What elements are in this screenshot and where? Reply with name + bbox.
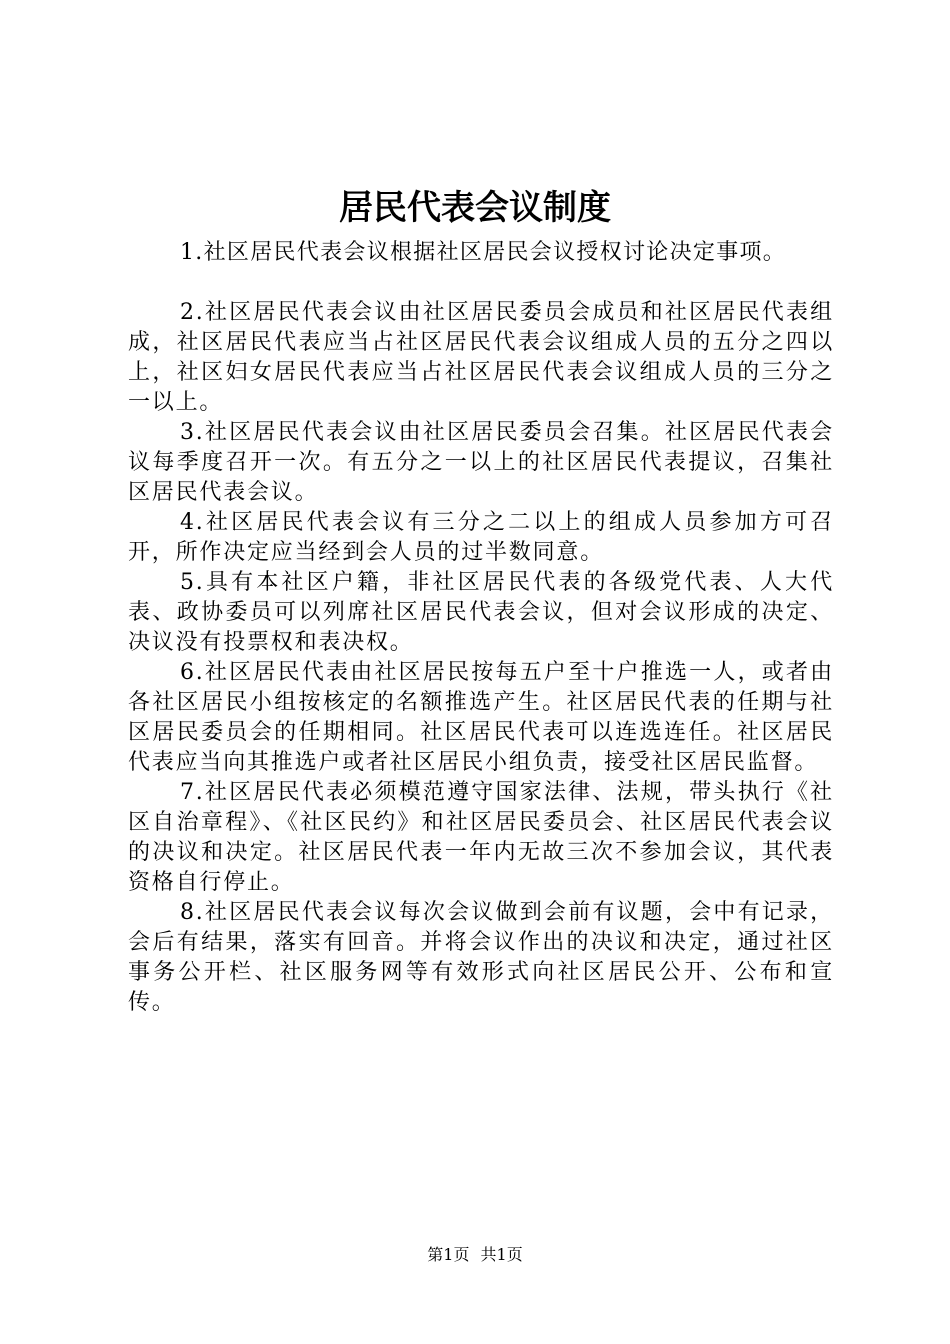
document-body (128, 238, 834, 1018)
paragraph-1: 1.社区居民代表会议根据社区居民会议授权讨论决定事项。 (180, 240, 787, 265)
paragraph-2: 2.社区居民代表会议由社区居民委员会成员和社区居民代表组成，社区居民代表应当占社区居民代表会议组成人员的五分之四以上，社区妇女居民代表应当占社区居民代表会议组成人员的三分之一以上。 (128, 300, 834, 415)
page-total: 共1页 (480, 1245, 523, 1264)
paragraph-6: 6.社区居民代表由社区居民按每五户至十户推选一人，或者由各社区居民小组按核定的名额推选产生。社区居民代表的任期与社区居民委员会的任期相同。社区居民代表可以连选连任。社区居民代表应当向其推选户或者社区居民小组负责，接受社区居民监督。 (128, 660, 834, 775)
paragraph-8: 8.社区居民代表会议每次会议做到会前有议题，会中有记录，会后有结果，落实有回音。并将会议作出的决议和决定，通过社区事务公开栏、社区服务网等有效形式向社区居民公开、公布和宣传。 (128, 900, 834, 1015)
page-footer (0, 1244, 950, 1266)
paragraph-7: 7.社区居民代表必须模范遵守国家法律、法规，带头执行《社区自治章程》、《社区民约》和社区居民委员会、社区居民代表会议的决议和决定。社区居民代表一年内无故三次不参加会议，其代表资格自行停止。 (128, 780, 834, 895)
paragraph-5: 5.具有本社区户籍，非社区居民代表的各级党代表、人大代表、政协委员可以列席社区居民代表会议，但对会议形成的决定、决议没有投票权和表决权。 (128, 570, 834, 655)
paragraph-4: 4.社区居民代表会议有三分之二以上的组成人员参加方可召开，所作决定应当经到会人员的过半数同意。 (128, 510, 834, 565)
paragraph-3: 3.社区居民代表会议由社区居民委员会召集。社区居民代表会议每季度召开一次。有五分之一以上的社区居民代表提议，召集社区居民代表会议。 (128, 420, 834, 505)
page-title: 居民代表会议制度 (339, 188, 611, 228)
page-number: 第1页 (427, 1245, 470, 1264)
